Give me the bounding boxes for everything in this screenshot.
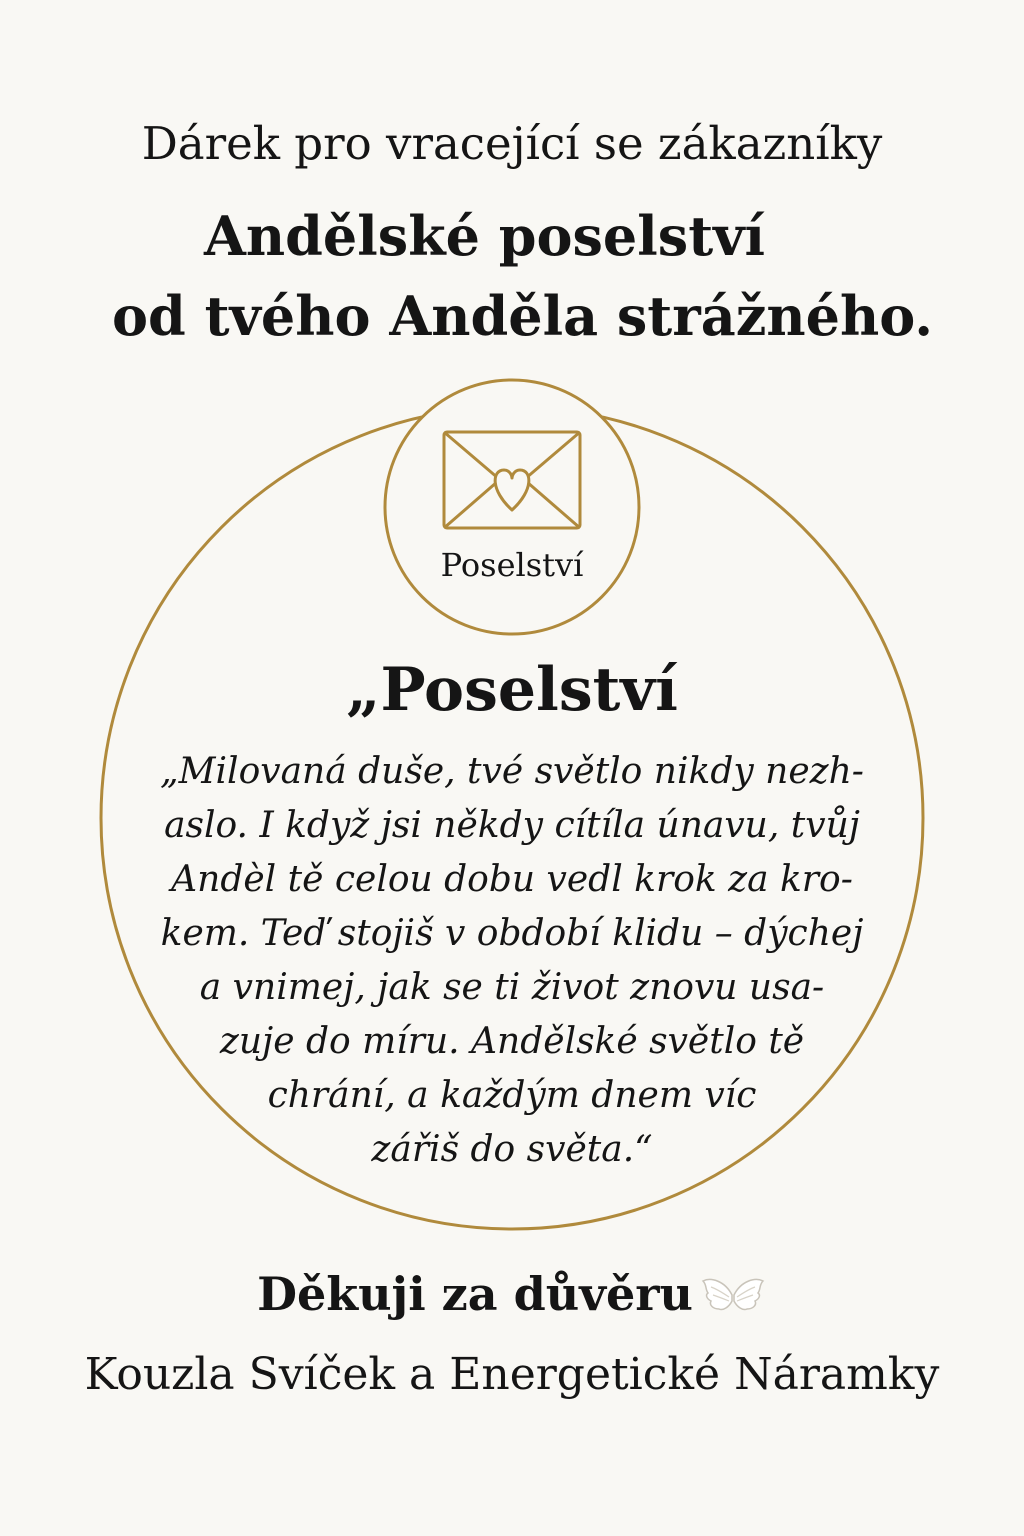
message-line: Andèl tě celou dobu vedl krok za kro- xyxy=(171,859,853,900)
message-heading: „Poselství xyxy=(346,655,678,725)
message-line: zářiš do světa.“ xyxy=(371,1129,653,1170)
message-line: zuje do míru. Andělské světlo tě xyxy=(219,1021,805,1062)
envelope-badge-label: Poselství xyxy=(440,546,584,584)
message-body xyxy=(0,745,1024,1177)
message-line: chrání, a každým dnem víc xyxy=(267,1075,757,1116)
message-line: „Milovaná duše, tvé světlo nikdy nezh- xyxy=(160,751,864,792)
pre-title: Dárek pro vracející se zákazníky xyxy=(141,117,883,170)
message-line: aslo. I když jsi někdy cítíla únavu, tvůj xyxy=(164,805,860,846)
page-title-line-1: Andělské poselství xyxy=(204,204,766,268)
brand-name: Kouzla Svíček a Energetické Náramky xyxy=(84,1349,940,1400)
message-line: kem. Teď stojiš v období klidu – dýchej xyxy=(160,913,864,954)
message-line: a vnimej, jak se ti život znovu usa- xyxy=(199,967,825,1008)
page-title-line-2: od tvého Anděla strážného. xyxy=(112,284,934,348)
angel-wings-icon xyxy=(699,1275,767,1321)
thanks-text: Děkuji za důvěru xyxy=(257,1267,693,1321)
thanks-line xyxy=(0,1268,1024,1321)
